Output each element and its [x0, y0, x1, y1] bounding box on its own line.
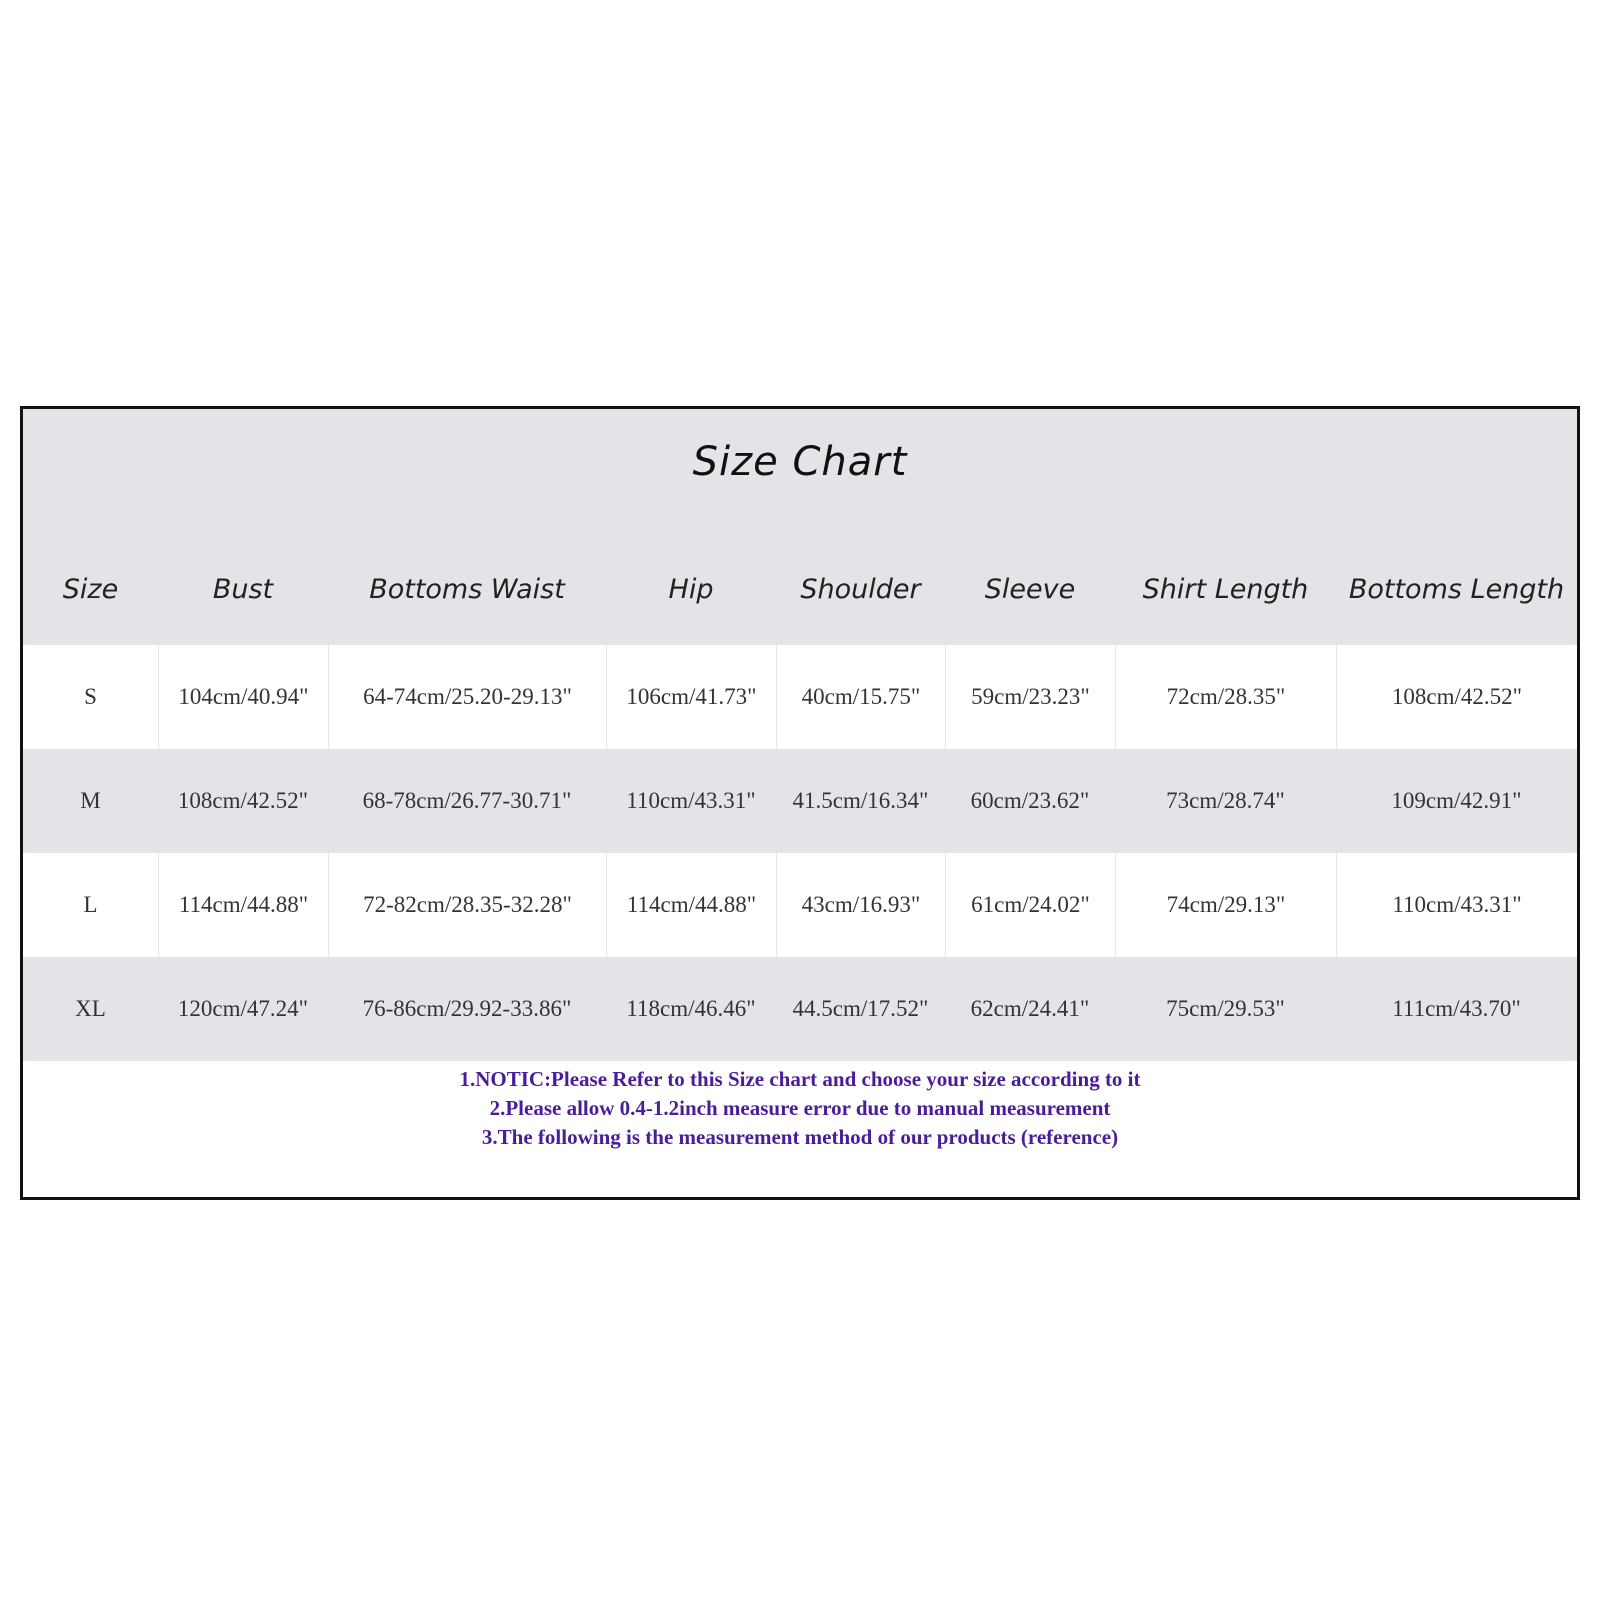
bottoms-waist-cell: 68-78cm/26.77-30.71" [362, 788, 572, 813]
header-band [23, 409, 1577, 645]
hip-cell: 106cm/41.73" [606, 645, 776, 749]
column-header-bust: Bust [212, 573, 274, 605]
shoulder-cell: 43cm/16.93" [776, 853, 945, 957]
hip-cell: 118cm/46.46" [626, 996, 756, 1021]
shoulder-cell: 44.5cm/17.52" [792, 996, 929, 1021]
hip-cell: 110cm/43.31" [626, 788, 756, 813]
hip-cell: 114cm/44.88" [606, 853, 776, 957]
chart-title: Size Chart [692, 439, 908, 485]
size-cell: S [84, 684, 97, 709]
bust-cell: 104cm/40.94" [158, 645, 328, 749]
size-cell: M [80, 788, 101, 813]
shirt-length-cell: 75cm/29.53" [1166, 996, 1285, 1021]
size-cell: L [83, 892, 98, 917]
bust-cell: 114cm/44.88" [158, 853, 328, 957]
column-header-bottoms-waist: Bottoms Waist [369, 573, 565, 605]
table-row-m [23, 749, 1577, 853]
column-header-sleeve: Sleeve [984, 573, 1076, 605]
bottoms-length-cell: 109cm/42.91" [1391, 788, 1522, 813]
bottoms-waist-cell: 72-82cm/28.35-32.28" [328, 853, 606, 957]
bottoms-length-cell: 110cm/43.31" [1336, 853, 1577, 957]
bust-cell: 120cm/47.24" [177, 996, 309, 1021]
size-chart-table [20, 406, 1580, 1200]
table-row-s [23, 645, 1577, 749]
column-header-shoulder: Shoulder [800, 573, 921, 605]
shirt-length-cell: 73cm/28.74" [1166, 788, 1285, 813]
column-header-size: Size [62, 573, 119, 605]
sleeve-cell: 62cm/24.41" [970, 996, 1090, 1021]
note-line-2: 2.Please allow 0.4-1.2inch measure error due to manual measurement [489, 1096, 1111, 1120]
note-line-3: 3.The following is the measurement method of our products (reference) [481, 1125, 1119, 1149]
bottoms-length-cell: 111cm/43.70" [1392, 996, 1521, 1021]
bottoms-waist-cell: 76-86cm/29.92-33.86" [362, 996, 572, 1021]
sleeve-cell: 61cm/24.02" [945, 853, 1115, 957]
bust-cell: 108cm/42.52" [177, 788, 309, 813]
table-row-xl [23, 957, 1577, 1061]
table-body [23, 645, 1577, 1061]
notes-block [23, 1065, 1577, 1152]
shirt-length-cell: 74cm/29.13" [1115, 853, 1336, 957]
table-row-l [23, 853, 1577, 957]
bottoms-length-cell: 108cm/42.52" [1336, 645, 1577, 749]
column-header-bottoms-length: Bottoms Length [1348, 573, 1565, 605]
shirt-length-cell: 72cm/28.35" [1115, 645, 1336, 749]
column-header-hip: Hip [668, 573, 714, 605]
shoulder-cell: 40cm/15.75" [776, 645, 945, 749]
column-header-shirt-length: Shirt Length [1142, 573, 1309, 605]
sleeve-cell: 59cm/23.23" [945, 645, 1115, 749]
sleeve-cell: 60cm/23.62" [970, 788, 1090, 813]
bottoms-waist-cell: 64-74cm/25.20-29.13" [328, 645, 606, 749]
column-header-row [23, 549, 1577, 629]
note-line-1: 1.NOTIC:Please Refer to this Size chart and choose your size according to it [459, 1067, 1141, 1091]
shoulder-cell: 41.5cm/16.34" [792, 788, 929, 813]
size-cell: XL [75, 996, 106, 1021]
